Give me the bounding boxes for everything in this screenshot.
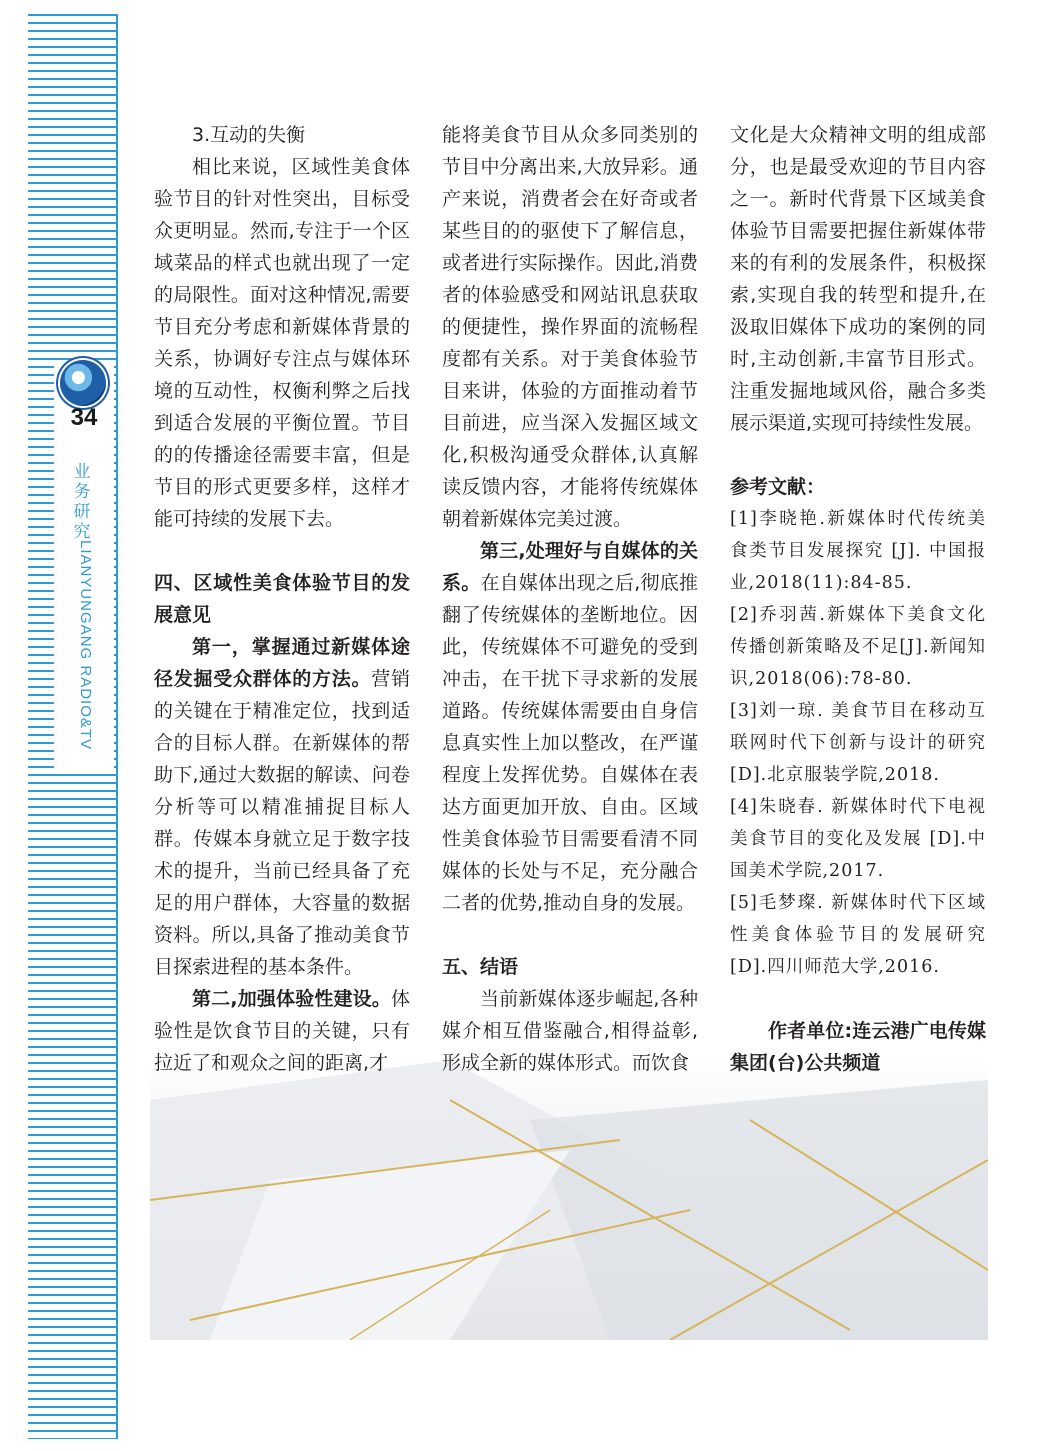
reference-item: [3]刘一琼. 美食节目在移动互联网时代下创新与设计的研究[D].北京服装学院,2018. <box>730 701 986 785</box>
margin-rule <box>116 14 118 1439</box>
section-title: 业 务 研 究 <box>73 462 91 542</box>
paragraph: 第二,加强体验性建设。体验性是饮食节目的关键，只有拉近了和观众之间的距离,才 <box>154 988 410 1074</box>
page-number: 34 <box>70 404 98 431</box>
references-title: 参考文献： <box>730 476 826 498</box>
magazine-name: LIANYUNGANG RADIO&TV <box>77 540 94 751</box>
paragraph: 相比来说，区域性美食体验节目的针对性突出，目标受众更明显。然而,专注于一个区域菜品的样式也就出现了一定的局限性。面对这种情况,需要节目充分考虑和新媒体背景的关系，协调好专注点与媒体环境的互动性，权衡利弊之后找到适合发展的平衡位置。节目的的传播途径需要丰富，但是节目的形式更要多样，这样才能可持续的发展下去。 <box>154 156 410 530</box>
reference-item: [1]李晓艳.新媒体时代传统美食类节目发展探究 [J]. 中国报业,2018(11):84-85. <box>730 509 986 593</box>
reference-item: [2]乔羽茜.新媒体下美食文化传播创新策略及不足[J].新闻知识,2018(06):78-80. <box>730 605 986 689</box>
gold-lines-graphic <box>150 1060 988 1340</box>
paragraph: 能将美食节目从众多同类别的节目中分离出来,大放异彩。通产来说，消费者会在好奇或者某些目的的驱使下了解信息，或者进行实际操作。因此,消费者的体验感受和网站讯息获取的便捷性，操作界面的流畅程度都有关系。对于美食体验节目来讲，体验的方面推动着节目前进，应当深入发掘区域文化,积极沟通受众群体,认真解读反馈内容，才能将传统媒体朝着新媒体完美过渡。 <box>442 124 698 530</box>
subheading: 3.互动的失衡 <box>192 124 306 146</box>
author-unit: 作者单位:连云港广电传媒集团(台)公共频道 <box>730 1020 986 1074</box>
paragraph: 第一，掌握通过新媒体途径发掘受众群体的方法。营销的关键在于精准定位，找到适合的目标人群。在新媒体的帮助下,通过大数据的解读、问卷分析等可以精准捕捉目标人群。传媒本身就立足于数字技术的提升，当前已经具备了充足的用户群体，大容量的数据资料。所以,具备了推动美食节目探索进程的基本条件。 <box>154 636 410 978</box>
reference-item: [4]朱晓春. 新媒体时代下电视美食节目的变化及发展 [D].中国美术学院,2017. <box>730 797 986 881</box>
text-column-3 <box>730 119 986 1079</box>
paragraph: 第三,处理好与自媒体的关系。在自媒体出现之后,彻底推翻了传统媒体的垄断地位。因此，传统媒体不可避免的受到冲击，在干扰下寻求新的发展道路。传统媒体需要由自身信息真实性上加以整改，在严谨程度上发挥优势。自媒体在表达方面更加开放、自由。区域性美食体验节目需要看清不同媒体的长处与不足，充分融合二者的优势,推动自身的发展。 <box>442 540 698 914</box>
section-heading: 四、区域性美食体验节目的发展意见 <box>154 572 410 626</box>
magazine-logo-icon <box>60 360 106 406</box>
decorative-background <box>150 1060 988 1340</box>
paragraph: 文化是大众精神文明的组成部分，也是最受欢迎的节目内容之一。新时代背景下区域美食体验节目需要把握住新媒体带来的有利的发展条件，积极探索,实现自我的转型和提升,在汲取旧媒体下成功的案例的同时,主动创新,丰富节目形式。注重发掘地域风俗，融合多类展示渠道,实现可持续性发展。 <box>730 124 986 434</box>
section-heading: 五、结语 <box>442 956 519 978</box>
text-column-2 <box>442 119 698 1079</box>
text-column-1 <box>154 119 410 1079</box>
paragraph: 当前新媒体逐步崛起,各种媒介相互借鉴融合,相得益彰,形成全新的媒体形式。而饮食 <box>442 988 698 1074</box>
reference-item: [5]毛梦璨. 新媒体时代下区域性美食体验节目的发展研究[D].四川师范大学,2016. <box>730 893 986 977</box>
